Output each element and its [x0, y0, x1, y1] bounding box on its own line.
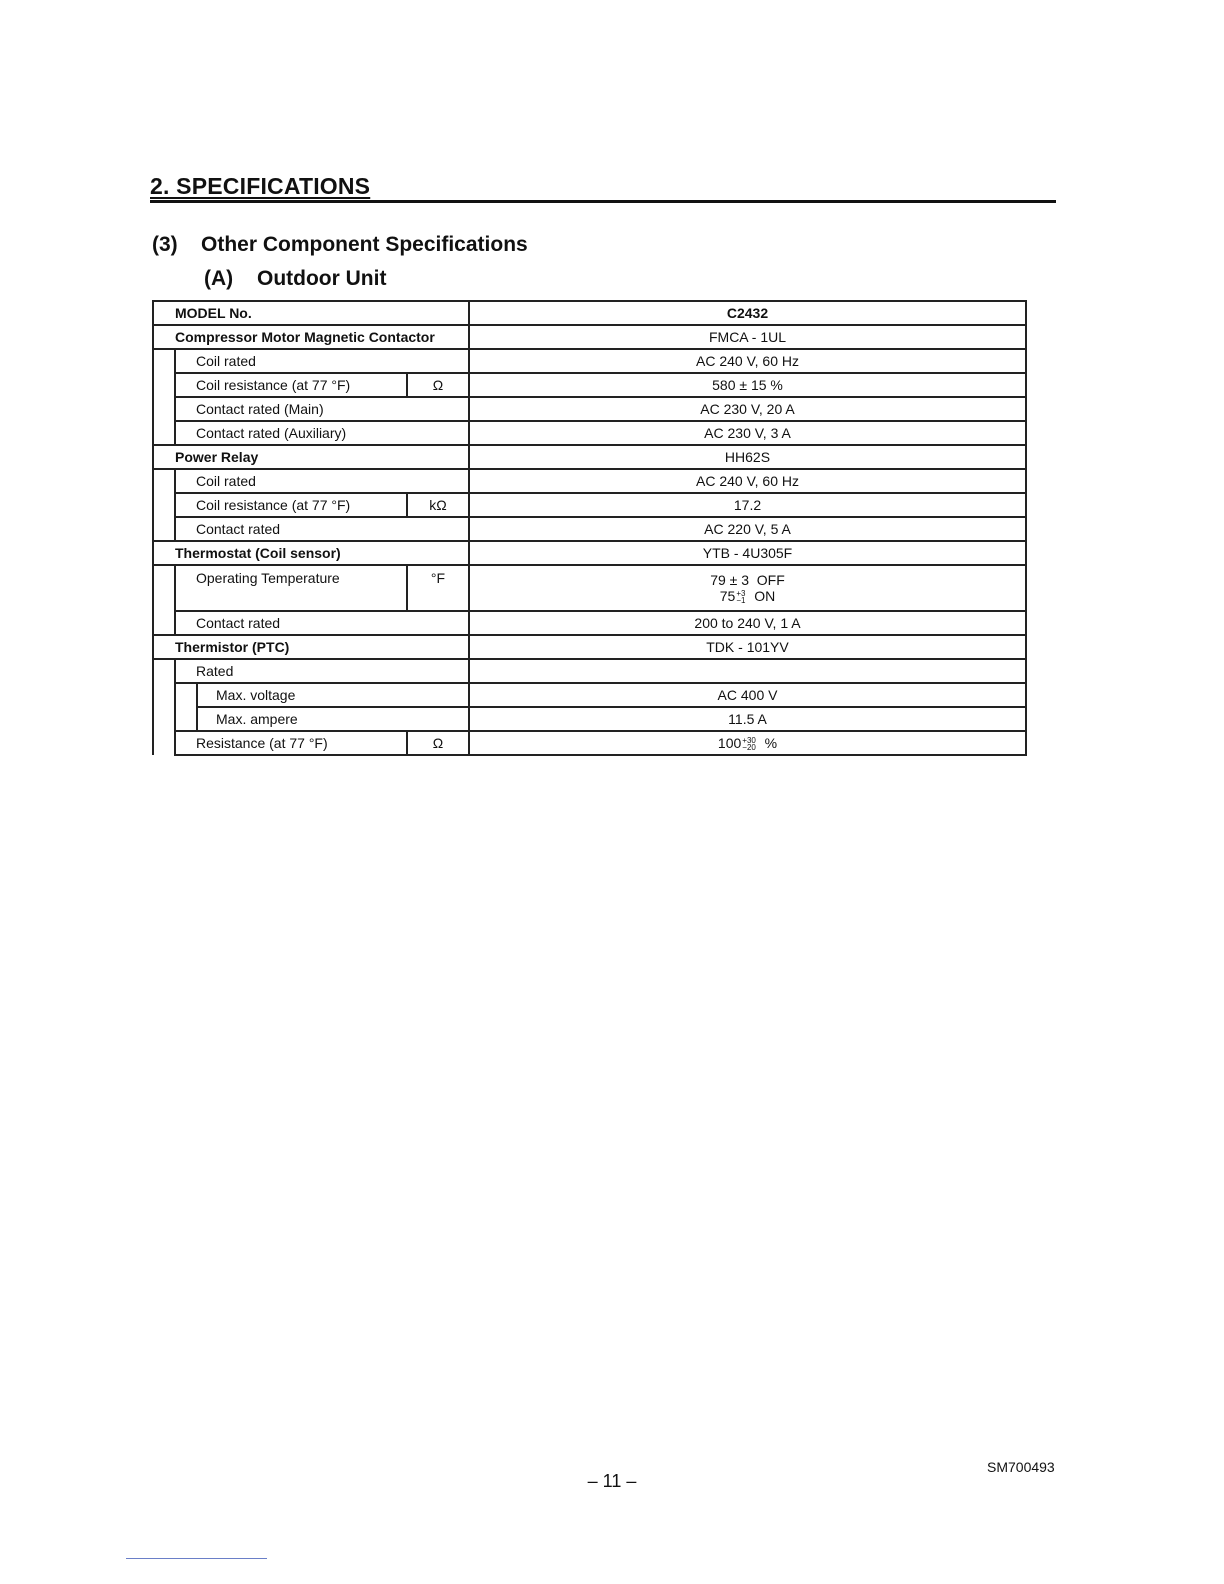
contactor-contact-main-label: Contact rated (Main): [175, 397, 469, 421]
relay-coil-resistance-value: 17.2: [469, 493, 1026, 517]
row-indent: [153, 659, 175, 755]
subsection-title: Other Component Specifications: [201, 233, 528, 256]
table-row: [153, 541, 1026, 565]
table-row: [153, 635, 1026, 659]
table-row: [153, 349, 1026, 373]
thermostat-operating-temp-value: [469, 565, 1026, 611]
relay-coil-rated-value: AC 240 V, 60 Hz: [469, 469, 1026, 493]
model-label: MODEL No.: [153, 301, 469, 325]
contactor-contact-main-value: AC 230 V, 20 A: [469, 397, 1026, 421]
contactor-label: Compressor Motor Magnetic Contactor: [153, 325, 469, 349]
section-title: 2. SPECIFICATIONS: [150, 172, 1056, 203]
table-row: [153, 397, 1026, 421]
thermostat-contact-rated-value: 200 to 240 V, 1 A: [469, 611, 1026, 635]
model-value: C2432: [469, 301, 1026, 325]
thermostat-operating-temp-unit: °F: [407, 565, 469, 611]
row-indent: [153, 565, 175, 635]
relay-label: Power Relay: [153, 445, 469, 469]
thermistor-rated-value: [469, 659, 1026, 683]
thermostat-value: YTB - 4U305F: [469, 541, 1026, 565]
relay-coil-resistance-label: Coil resistance (at 77 °F): [175, 493, 407, 517]
thermistor-resistance-value: 100 +30 −20 %: [469, 731, 1026, 755]
thermistor-max-ampere-label: Max. ampere: [197, 707, 469, 731]
table-row: [153, 659, 1026, 683]
table-row: [153, 421, 1026, 445]
table-row: [153, 493, 1026, 517]
thermostat-operating-temp-label: Operating Temperature: [175, 565, 407, 611]
document-code: SM700493: [987, 1459, 1055, 1475]
row-indent: [153, 349, 175, 445]
thermistor-resistance-unit: Ω: [407, 731, 469, 755]
thermistor-max-voltage-label: Max. voltage: [197, 683, 469, 707]
contactor-contact-aux-label: Contact rated (Auxiliary): [175, 421, 469, 445]
contactor-coil-resistance-value: 580 ± 15 %: [469, 373, 1026, 397]
thermistor-resistance-label: Resistance (at 77 °F): [175, 731, 407, 755]
footer-rule: [126, 1558, 267, 1559]
spec-table: [152, 300, 1027, 756]
relay-contact-rated-label: Contact rated: [175, 517, 469, 541]
table-row: [153, 517, 1026, 541]
subsection-heading: [152, 232, 528, 258]
thermistor-max-voltage-value: AC 400 V: [469, 683, 1026, 707]
contactor-coil-resistance-unit: Ω: [407, 373, 469, 397]
table-row: [153, 611, 1026, 635]
table-row: [153, 301, 1026, 325]
table-row: [153, 469, 1026, 493]
contactor-contact-aux-value: AC 230 V, 3 A: [469, 421, 1026, 445]
table-row: [153, 445, 1026, 469]
relay-contact-rated-value: AC 220 V, 5 A: [469, 517, 1026, 541]
table-row: [153, 325, 1026, 349]
subsection-number: (3): [152, 233, 178, 256]
relay-coil-rated-label: Coil rated: [175, 469, 469, 493]
thermostat-on-line: 75 +3 −1 ON: [719, 587, 776, 606]
thermostat-off-line: 79 ± 3 OFF: [710, 571, 785, 588]
table-row: [153, 731, 1026, 755]
thermistor-label: Thermistor (PTC): [153, 635, 469, 659]
page-number: – 11 –: [587, 1471, 637, 1491]
table-row: [153, 565, 1026, 611]
thermostat-label: Thermostat (Coil sensor): [153, 541, 469, 565]
contactor-coil-resistance-label: Coil resistance (at 77 °F): [175, 373, 407, 397]
thermistor-rated-label: Rated: [175, 659, 469, 683]
thermistor-value: TDK - 101YV: [469, 635, 1026, 659]
thermostat-contact-rated-label: Contact rated: [175, 611, 469, 635]
table-row: [153, 707, 1026, 731]
table-row: [153, 373, 1026, 397]
row-indent: [175, 683, 197, 731]
row-indent: [153, 469, 175, 541]
relay-coil-resistance-unit: kΩ: [407, 493, 469, 517]
contactor-coil-rated-label: Coil rated: [175, 349, 469, 373]
table-row: [153, 683, 1026, 707]
subsubsection-title: Outdoor Unit: [257, 267, 387, 290]
contactor-coil-rated-value: AC 240 V, 60 Hz: [469, 349, 1026, 373]
subsubsection-number: (A): [204, 267, 234, 290]
thermistor-max-ampere-value: 11.5 A: [469, 707, 1026, 731]
contactor-value: FMCA - 1UL: [469, 325, 1026, 349]
subsubsection-heading: [204, 266, 386, 292]
relay-value: HH62S: [469, 445, 1026, 469]
